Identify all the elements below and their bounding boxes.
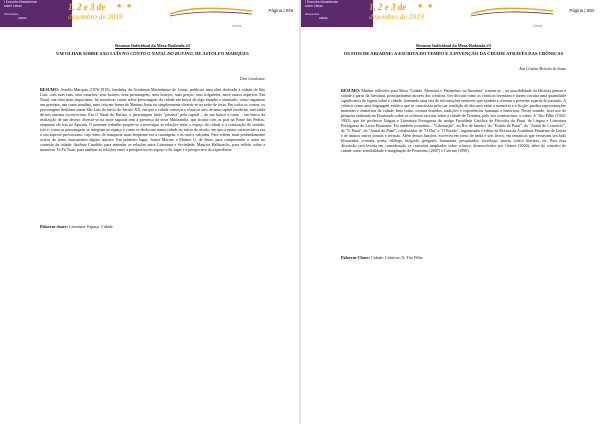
event-dates (369, 2, 469, 24)
university-seal: Uema (232, 24, 242, 28)
banner-ribbon-icon (471, 5, 553, 19)
article-author: Ana Cristina Meireles de Sousa (519, 67, 566, 71)
star-icon: ★ (126, 2, 133, 10)
article-abstract: RESUMO: Minhas reflexões para Mesa "Cidade, Memória e Patrimônio na literatura" trazem-se – na possibilidade da História pensar a cidade a partir da literatura, principalmente através das crônicas. Irei discutir como as crônicas inventam e fazem circular uma quantidade significativa de signos sobre a cidade, formando uma teia de informações sensíveis que ajudem a orientar o presente a partir do passado. A crônica como uma linguagem estética que se caracteriza pela sua condição de discurso entre a memória e a ficção, produz representações materiais e imateriais da cidade, bem como, costura sentidos, tradições e experiências humanas e históricas. Nesse sentido, farei uso de pesquisa realizada no Doutorado sobre as crônicas escritas sobre a cidade de Teresina, pelo seu cronista-mor, o saber: A. Tito Filho (1924-1992), que foi professor Língua e Literatura Portuguesa do antigo Faculdade Católica de Filosofia do Piauí, de Língua e Literatura Portuguesa do Liceu Piauiense. Foi também jornalista – "Libertação", no Rio de Janeiro, do "Estado do Piauí", do "Jornal do Comércio", de "O Piauí", do "Jornal do Piauí", colaborador de "O Dia" e "O Estado", organizador e editor da Revista da Academia Piauiense de Letras e de muitos outros jornais e revistas. Além dessas funções, escreveu em torno de trinta e seis livros, em temáticas que versavam seu lado historiador, cronista, poeta, filólogo, biógrafo, geógrafo, humanista, pesquisador, sociólogo, jurista, crítico literário, etc. Para essa discussão será levada em consideração os conceitos ampliados sobre crônica, desenvolvidos por Gomes (2004), além do conceito de cidade como sensibilidade e imaginação de Pesavento (2007) e Calvino (1990). (341, 88, 566, 153)
logo-title: I Encontro Maranhense sobre Letras (4, 0, 38, 8)
article-abstract: RESUMO: Astolfo Marques (1876-1918), fundador da Academia Maranhense de Letras, publicou uma obra dedicada à cidade de São Luís, com suas ruas, seus casarões, seus bairros, seus personagens, seus festejos, suas praças, seus folguedos, entre outros aspectos. Em Natal, sua obra mais importante, há narrativas curtas sobre personagens da cidade em busca de algo simples e inusitado: como organizar um presépio, um canto natalino, uma ceia em honra do Menino Jesus ou simplesmente divertir-se na noite de festa. Em todos os contos, os personagens deslizam numa São Luís do início do Século XX, em que a cidade começava a buscar ares de uma capital moderna, mal saída de um sistema escravocrata. Em O Natal do Rufino, o personagem título "passeia" pela capital – de um bairro a outro – em busca da realização de um desejo: divertir-se na noite sagrada sem a presença da nova Mariazinha, que ficaria com os pais na Fonte das Pedras, enquanto ele iria ao Apicum. O presente trabalho propõe-se a investigar as relações entre o espaço da cidade e a construção do sentido, isto é, como as personagens se integram ao espaço e como se deslocam numa cidade do início do século, em que a maior característica era o seu aspecto provinciano, cujo meio de transporte mais frequente era a carruagem, e as ruas e calçadas. Para refletir mais profundamente acerca do tema, buscaremos alguns autores. Em primeiro lugar, Jomar Moraes e Mateus G. de Jesus, para compreender o autor no contexto da cidade; Antônio Candido, para entender as relações entre Literatura e Sociedade; Maurice Halbwachs, para refletir sobre a memória; Yi-Fu Tuan, para analisar as relações entre a perspectiva do espaço e do lugar e a perspectiva da experiência. (40, 87, 265, 152)
star-icon: ★ (427, 2, 434, 10)
event-date-line-1: 1, 2 e 3 de (68, 2, 106, 12)
article-title: UM OLHAR SOBRE SÃO LUÍS NO CONTO O NATAL DO RUFINO, DE ASTOLFO MARQUES (56, 51, 249, 56)
banner-ribbon-icon (170, 5, 252, 19)
logo-subtitle: Discussões (305, 12, 320, 16)
event-date-line-1: 1, 2 e 3 de (369, 2, 407, 12)
article-title: OS FIOS DE ARIADNE: A ESCRITA DO TEMPO E A INVENÇÃO DA CIDADE ATRAVÉS DAS CRÔNICAS (343, 51, 564, 56)
section-title: Resumo Individual da Mesa-Redonda #2 (115, 43, 190, 48)
page-number: Página | 549 (268, 8, 293, 13)
event-date-line-2: dezembro de 2019 (68, 12, 123, 21)
university-seal: Uema (533, 24, 543, 28)
document-page-right (301, 0, 600, 424)
logo-title: I Encontro Maranhense sobre Letras (305, 0, 339, 8)
event-banner (0, 0, 299, 27)
event-logo (301, 0, 373, 27)
document-page-left (0, 0, 299, 424)
event-banner (301, 0, 600, 27)
event-logo (0, 0, 72, 27)
star-icon: ★ (116, 2, 123, 10)
logo-brand: UEMA (18, 16, 27, 20)
logo-subtitle: Discussões (4, 12, 19, 16)
section-title: Resumo Individual da Mesa-Redonda #3 (416, 43, 491, 48)
event-dates (68, 2, 168, 24)
page-number: Página | 550 (569, 8, 594, 13)
article-author: Dino Cavalcante (239, 77, 265, 81)
logo-brand: UEMA (319, 16, 328, 20)
event-date-line-2: dezembro de 2019 (369, 12, 424, 21)
article-keywords: Palavras-chave: Literatura. Espaço. Cidade (40, 224, 113, 229)
article-keywords: Palavras-Chave: Cidade; Crônicas; A. Tito Filho (341, 255, 423, 260)
star-icon: ★ (417, 2, 424, 10)
